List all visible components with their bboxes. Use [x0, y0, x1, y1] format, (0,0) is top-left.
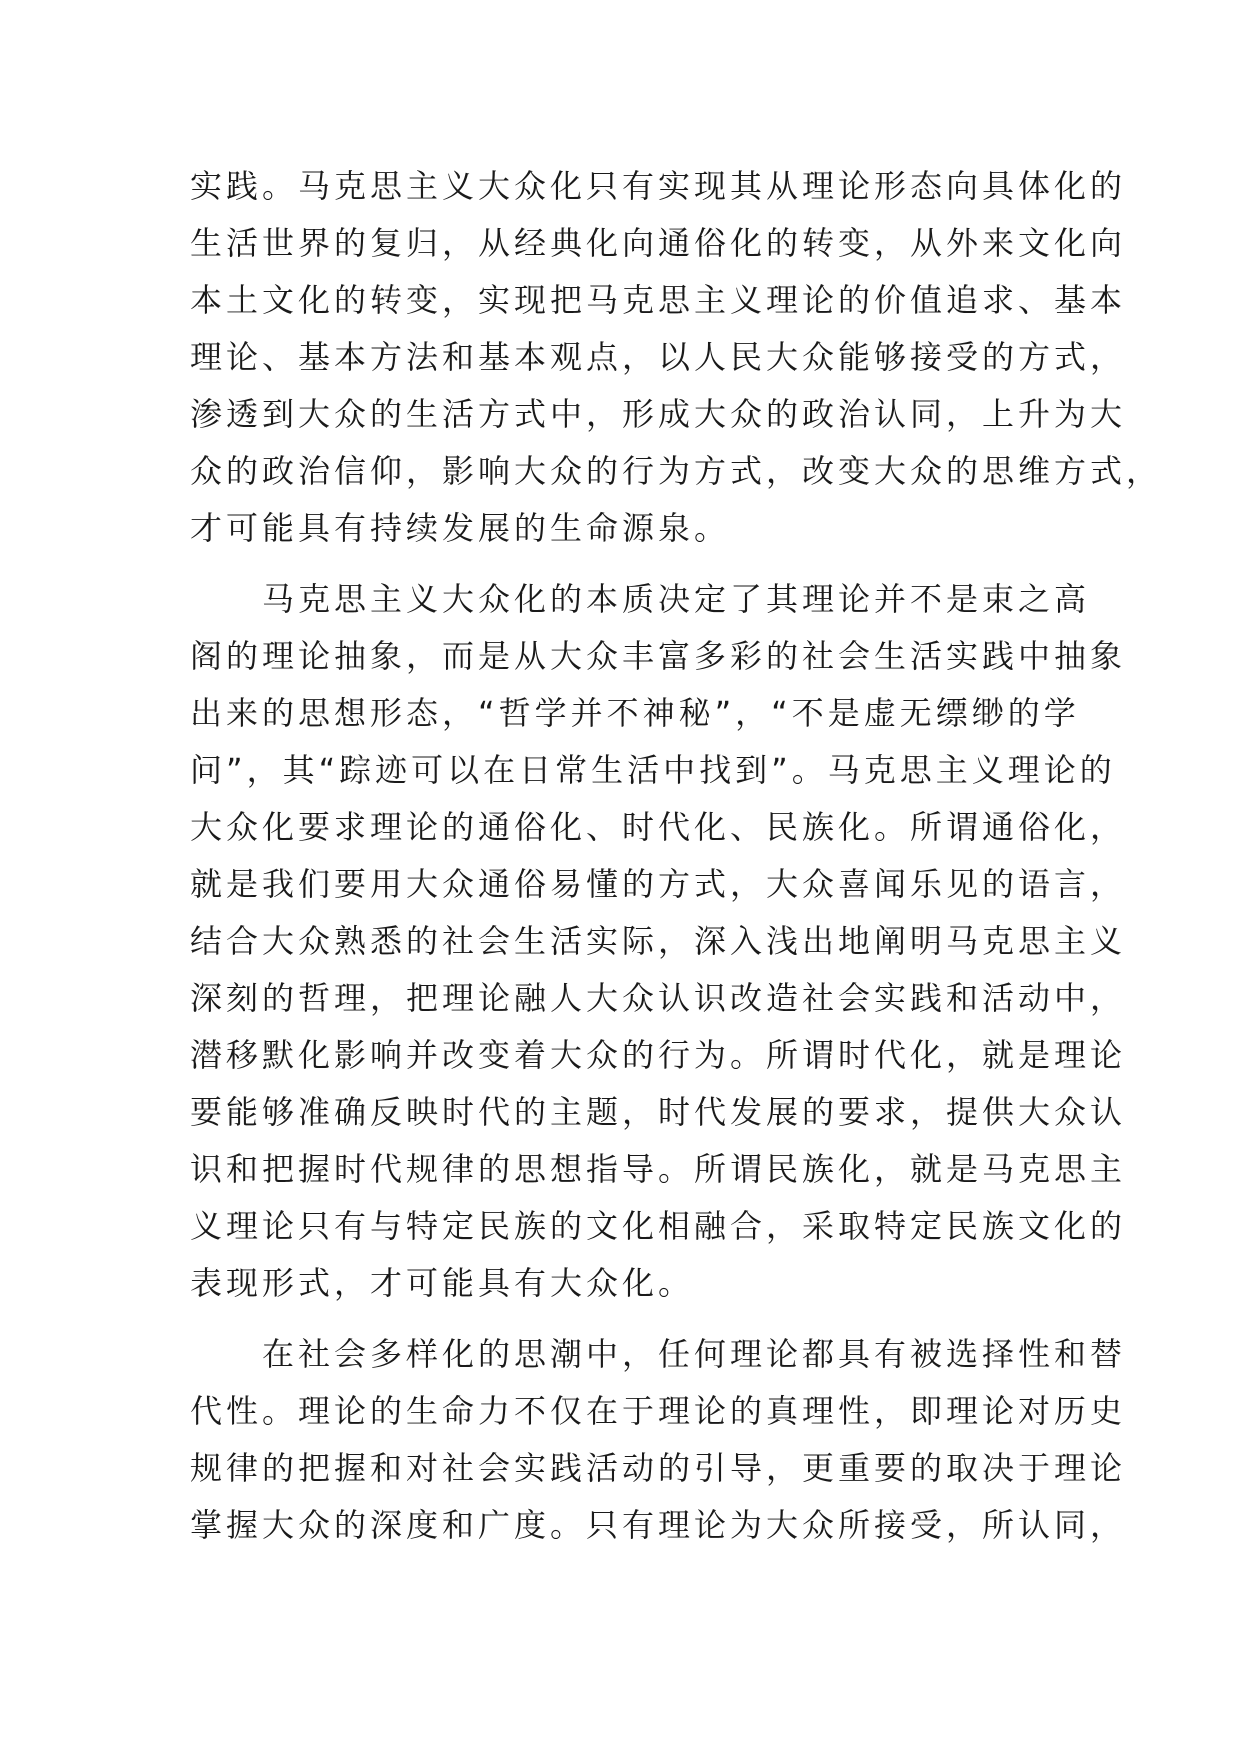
text-line: 问”，其“踪迹可以在日常生活中找到”。马克思主义理论的 — [190, 751, 1116, 789]
text-line: 大众化要求理论的通俗化、时代化、民族化。所谓通俗化， — [190, 808, 1127, 846]
text-line: 就是我们要用大众通俗易懂的方式，大众喜闻乐见的语言， — [190, 865, 1127, 903]
text-line: 表现形式，才可能具有大众化。 — [190, 1264, 695, 1302]
paragraph-gap — [190, 1312, 1050, 1326]
text-line: 实践。马克思主义大众化只有实现其从理论形态向具体化的 — [190, 167, 1127, 205]
text-line: 掌握大众的深度和广度。只有理论为大众所接受，所认同， — [190, 1506, 1127, 1544]
text-line: 识和把握时代规律的思想指导。所谓民族化，就是马克思主 — [190, 1150, 1127, 1188]
text-line: 才可能具有持续发展的生命源泉。 — [190, 509, 731, 547]
text-line: 众的政治信仰，影响大众的行为方式，改变大众的思维方式， — [190, 452, 1163, 490]
paragraph-gap — [190, 557, 1050, 571]
text-line: 潜移默化影响并改变着大众的行为。所谓时代化，就是理论 — [190, 1036, 1127, 1074]
text-line: 结合大众熟悉的社会生活实际，深入浅出地阐明马克思主义 — [190, 922, 1127, 960]
text-line: 代性。理论的生命力不仅在于理论的真理性，即理论对历史 — [190, 1392, 1127, 1430]
text-line: 渗透到大众的生活方式中，形成大众的政治认同，上升为大 — [190, 395, 1127, 433]
text-line: 要能够准确反映时代的主题，时代发展的要求，提供大众认 — [190, 1093, 1127, 1131]
text-line: 出来的思想形态，“哲学并不神秘”，“不是虚无缥缈的学 — [190, 694, 1080, 732]
text-line: 马克思主义大众化的本质决定了其理论并不是束之高 — [190, 580, 1091, 618]
text-line: 义理论只有与特定民族的文化相融合，采取特定民族文化的 — [190, 1207, 1127, 1245]
text-line: 规律的把握和对社会实践活动的引导，更重要的取决于理论 — [190, 1449, 1127, 1487]
body-text — [190, 158, 1163, 1554]
text-line: 本土文化的转变，实现把马克思主义理论的价值追求、基本 — [190, 281, 1127, 319]
text-line: 生活世界的复归，从经典化向通俗化的转变，从外来文化向 — [190, 224, 1127, 262]
text-line: 阁的理论抽象，而是从大众丰富多彩的社会生活实践中抽象 — [190, 637, 1127, 675]
text-line: 深刻的哲理，把理论融人大众认识改造社会实践和活动中， — [190, 979, 1127, 1017]
text-line: 在社会多样化的思潮中，任何理论都具有被选择性和替 — [190, 1335, 1127, 1373]
text-line: 理论、基本方法和基本观点，以人民大众能够接受的方式， — [190, 338, 1127, 376]
